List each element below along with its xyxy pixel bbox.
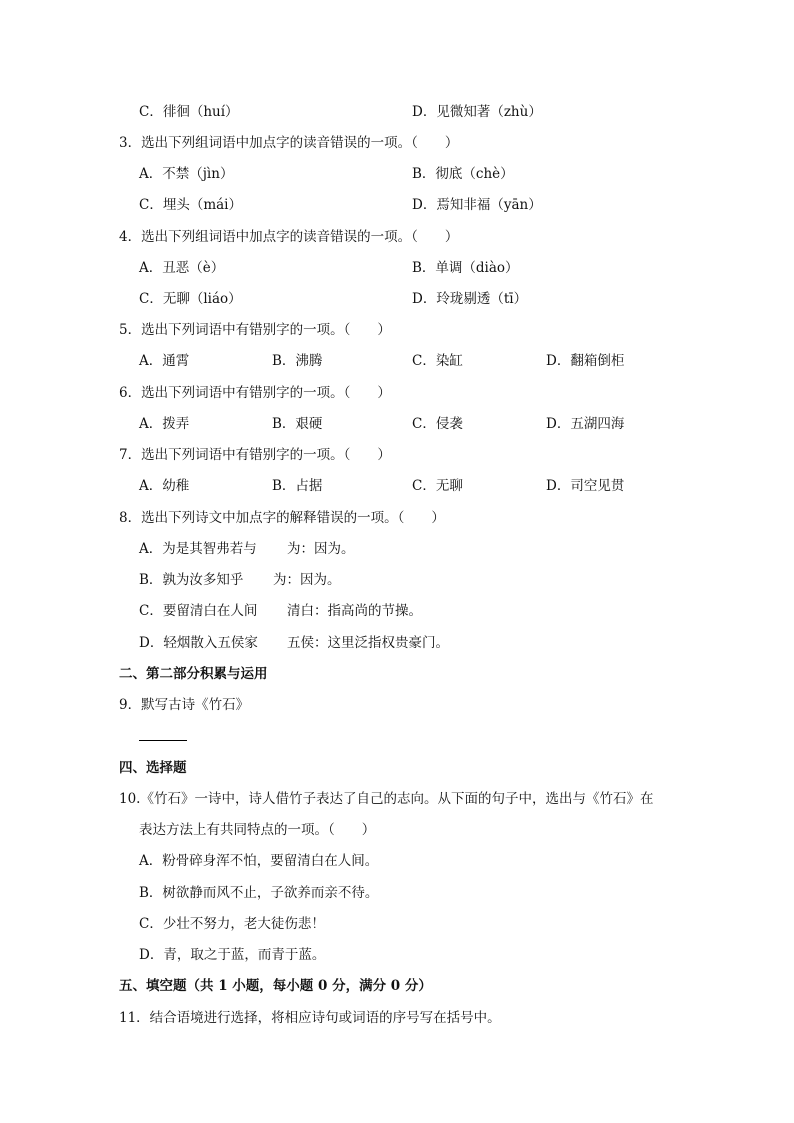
q10-option-d: D．青，取之于蓝，而青于蓝。 — [139, 947, 326, 963]
q10-option-a: A．粉骨碎身浑不怕，要留清白在人间。 — [139, 853, 379, 869]
q8-option-c-note: 清白：指高尚的节操。 — [287, 603, 422, 619]
q10-option-c: C．少壮不努力，老大徒伤悲！ — [139, 916, 325, 932]
q10-stem-line1: 10.《竹石》一诗中，诗人借竹子表达了自己的志向。从下面的句子中，选出与《竹石》在 — [119, 791, 654, 807]
q3-option-c: C．埋头（mái） — [139, 197, 242, 213]
q3-stem: 3．选出下列组词语中加点字的读音错误的一项。（ ） — [119, 135, 459, 151]
q8-option-b-note: 为：因为。 — [273, 572, 341, 588]
q8-option-d-text: D．轻烟散入五侯家 — [139, 635, 258, 651]
section-heading-choice: 四、选择题 — [119, 760, 187, 776]
q8-option-b-text: B．孰为汝多知乎 — [139, 572, 244, 588]
q4-option-c: C．无聊（liáo） — [139, 291, 242, 307]
q8-option-a-note: 为：因为。 — [287, 541, 355, 557]
q9-stem: 9．默写古诗《竹石》 — [119, 697, 250, 713]
q7-option-c: C．无聊 — [412, 478, 463, 494]
q6-option-b: B．艰硬 — [272, 416, 323, 432]
q8-option-c-text: C．要留清白在人间 — [139, 603, 258, 619]
q7-option-a: A．幼稚 — [139, 478, 190, 494]
q8-stem: 8．选出下列诗文中加点字的解释错误的一项。（ ） — [119, 510, 445, 526]
q4-option-a: A．丑恶（è） — [139, 260, 225, 276]
q7-option-d: D．司空见贯 — [546, 478, 625, 494]
q8-option-a-text: A．为是其智弗若与 — [139, 541, 257, 557]
q6-option-a: A．拨弄 — [139, 416, 190, 432]
q4-option-b: B．单调（diào） — [412, 260, 519, 276]
q3-option-b: B．彻底（chè） — [412, 166, 514, 182]
q7-stem: 7．选出下列词语中有错别字的一项。（ ） — [119, 447, 391, 463]
q5-option-c: C．染缸 — [412, 353, 463, 369]
q6-option-c: C．侵袭 — [412, 416, 463, 432]
q10-stem-line2: 表达方法上有共同特点的一项。（ ） — [139, 822, 376, 838]
q4-option-d: D．玲珑剔透（tī） — [412, 291, 528, 307]
q5-stem: 5．选出下列词语中有错别字的一项。（ ） — [119, 322, 391, 338]
section-heading-accumulation: 二、第二部分积累与运用 — [119, 666, 268, 682]
q5-option-b: B．沸腾 — [272, 353, 323, 369]
q2-option-c: C．徘徊（huí） — [139, 104, 239, 120]
q5-option-a: A．通霄 — [139, 353, 190, 369]
q3-option-d: D．焉知非福（yān） — [412, 197, 542, 213]
answer-blank-line — [139, 740, 187, 741]
q10-option-b: B．树欲静而风不止，子欲养而亲不待。 — [139, 885, 379, 901]
q5-option-d: D．翻箱倒柜 — [546, 353, 625, 369]
q7-option-b: B．占据 — [272, 478, 323, 494]
q2-option-d: D．见微知著（zhù） — [412, 104, 542, 120]
q6-option-d: D．五湖四海 — [546, 416, 625, 432]
q8-option-d-note: 五侯：这里泛指权贵豪门。 — [287, 635, 449, 651]
q6-stem: 6．选出下列词语中有错别字的一项。（ ） — [119, 385, 391, 401]
q4-stem: 4．选出下列组词语中加点字的读音错误的一项。（ ） — [119, 229, 459, 245]
section-heading-fill-blank: 五、填空题（共 1 小题，每小题 0 分，满分 0 分） — [119, 978, 432, 994]
q3-option-a: A．不禁（jìn） — [139, 166, 234, 182]
q11-stem: 11．结合语境进行选择，将相应诗句或词语的序号写在括号中。 — [119, 1010, 501, 1026]
